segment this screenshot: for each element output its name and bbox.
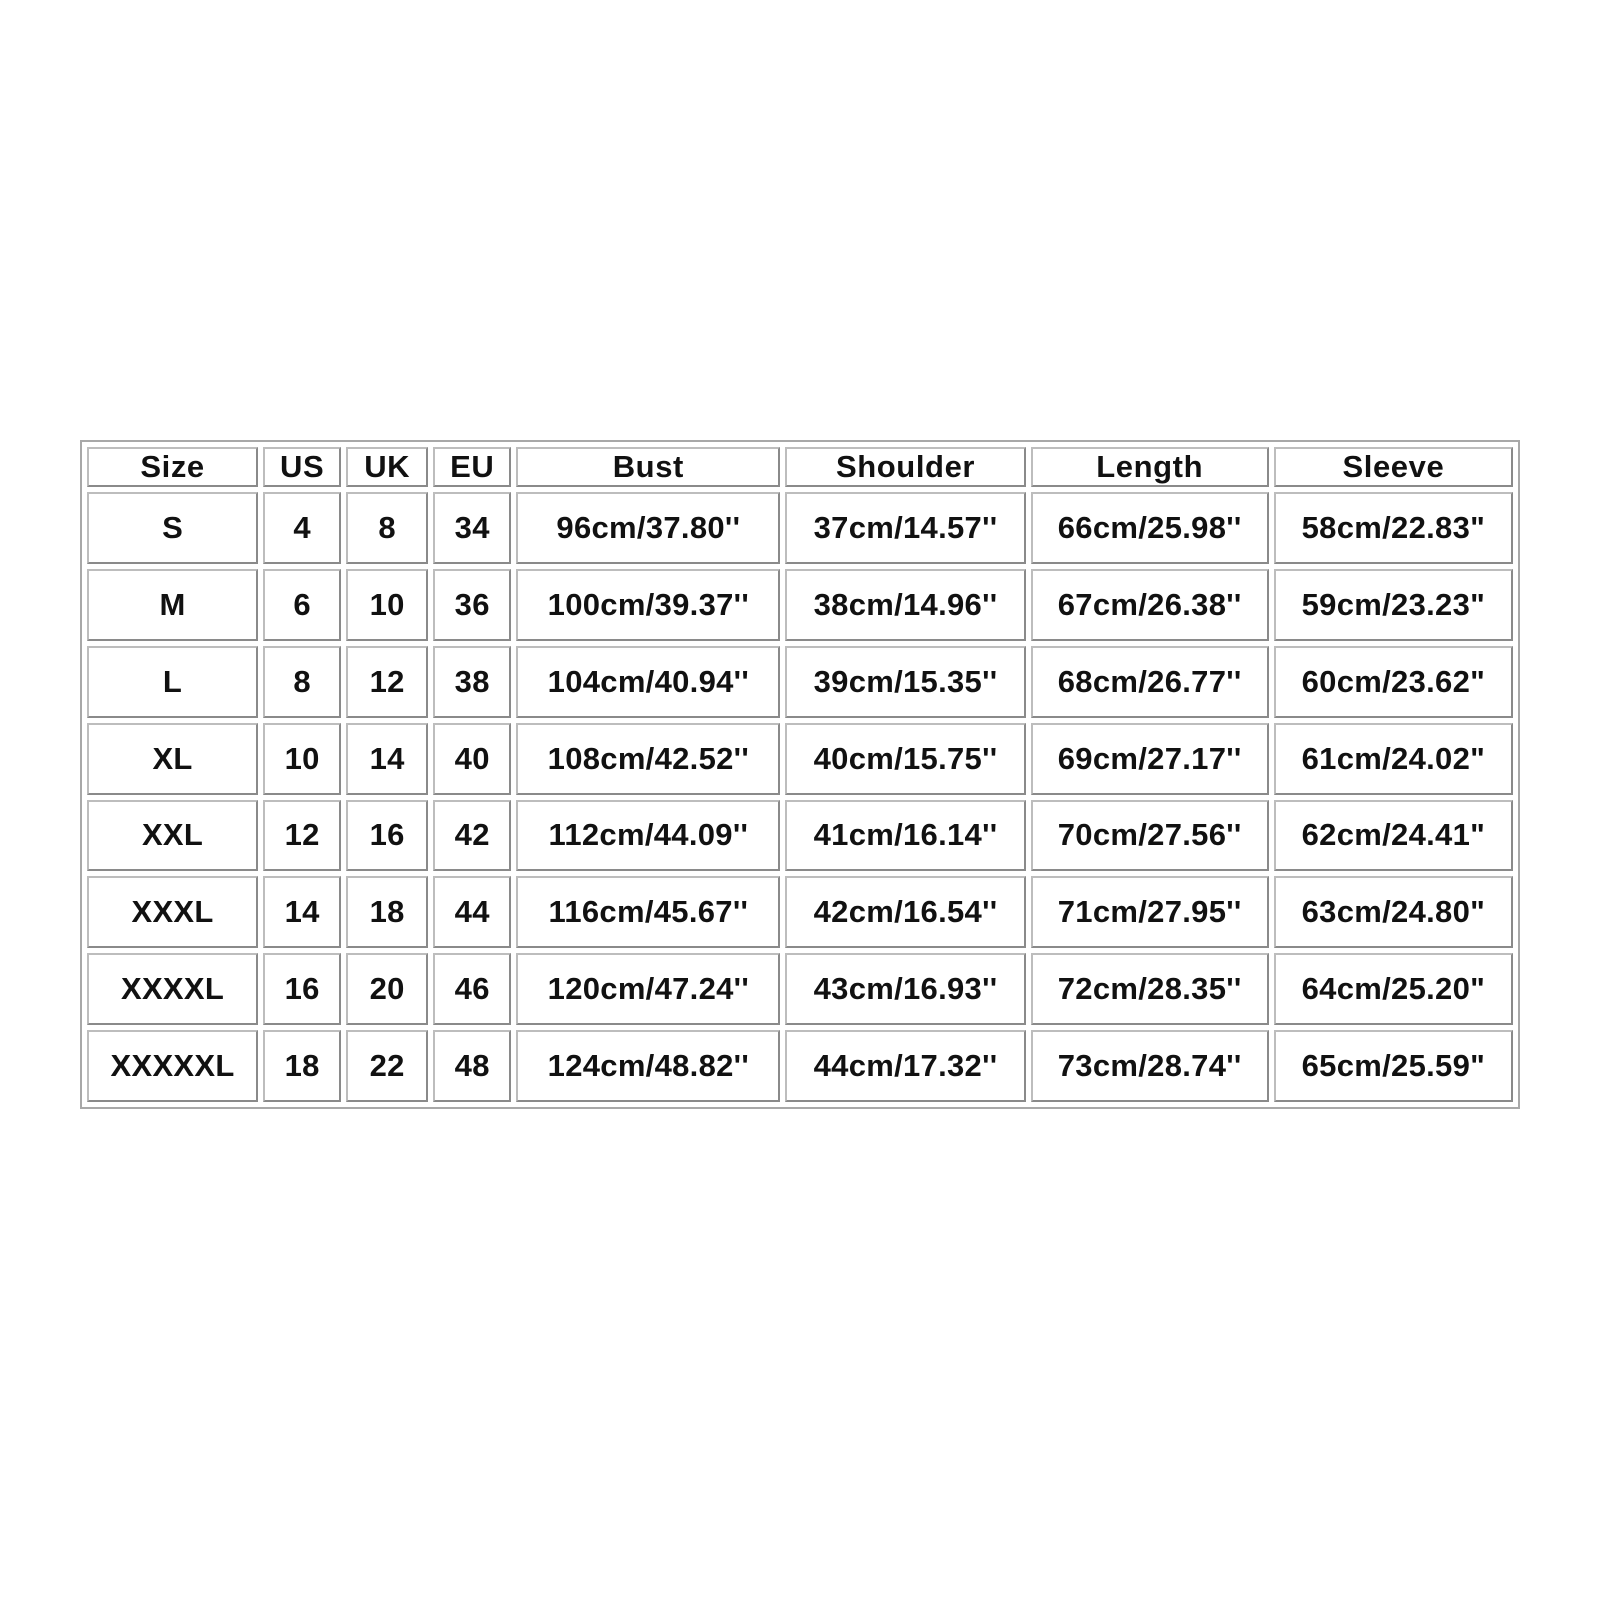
us-cell: 16 — [263, 953, 341, 1025]
size-chart — [80, 440, 1520, 1109]
bust-cell: 112cm/44.09'' — [516, 800, 780, 872]
column-header-bust: Bust — [516, 447, 780, 487]
size-cell: M — [87, 569, 258, 641]
length-cell: 68cm/26.77'' — [1031, 646, 1269, 718]
bust-cell: 116cm/45.67'' — [516, 876, 780, 948]
table-row — [87, 953, 1513, 1025]
size-cell: XL — [87, 723, 258, 795]
length-cell: 70cm/27.56'' — [1031, 800, 1269, 872]
size-cell: L — [87, 646, 258, 718]
us-cell: 12 — [263, 800, 341, 872]
us-cell: 18 — [263, 1030, 341, 1102]
shoulder-cell: 41cm/16.14'' — [785, 800, 1025, 872]
uk-cell: 8 — [346, 492, 428, 564]
table-row — [87, 876, 1513, 948]
length-cell: 72cm/28.35'' — [1031, 953, 1269, 1025]
table-row — [87, 569, 1513, 641]
column-header-length: Length — [1031, 447, 1269, 487]
size-cell: XXXXXL — [87, 1030, 258, 1102]
sleeve-cell: 58cm/22.83" — [1274, 492, 1513, 564]
shoulder-cell: 43cm/16.93'' — [785, 953, 1025, 1025]
shoulder-cell: 42cm/16.54'' — [785, 876, 1025, 948]
size-chart-table — [82, 442, 1518, 1107]
size-cell: XXL — [87, 800, 258, 872]
us-cell: 4 — [263, 492, 341, 564]
eu-cell: 40 — [433, 723, 511, 795]
column-header-us: US — [263, 447, 341, 487]
sleeve-cell: 62cm/24.41" — [1274, 800, 1513, 872]
column-header-size: Size — [87, 447, 258, 487]
column-header-eu: EU — [433, 447, 511, 487]
sleeve-cell: 64cm/25.20" — [1274, 953, 1513, 1025]
sleeve-cell: 63cm/24.80" — [1274, 876, 1513, 948]
length-cell: 66cm/25.98'' — [1031, 492, 1269, 564]
eu-cell: 48 — [433, 1030, 511, 1102]
sleeve-cell: 60cm/23.62" — [1274, 646, 1513, 718]
table-row — [87, 800, 1513, 872]
table-row — [87, 723, 1513, 795]
column-header-uk: UK — [346, 447, 428, 487]
uk-cell: 18 — [346, 876, 428, 948]
length-cell: 67cm/26.38'' — [1031, 569, 1269, 641]
bust-cell: 100cm/39.37'' — [516, 569, 780, 641]
sleeve-cell: 65cm/25.59" — [1274, 1030, 1513, 1102]
bust-cell: 124cm/48.82'' — [516, 1030, 780, 1102]
bust-cell: 108cm/42.52'' — [516, 723, 780, 795]
size-cell: S — [87, 492, 258, 564]
eu-cell: 42 — [433, 800, 511, 872]
column-header-sleeve: Sleeve — [1274, 447, 1513, 487]
us-cell: 8 — [263, 646, 341, 718]
uk-cell: 16 — [346, 800, 428, 872]
bust-cell: 96cm/37.80'' — [516, 492, 780, 564]
eu-cell: 34 — [433, 492, 511, 564]
length-cell: 69cm/27.17'' — [1031, 723, 1269, 795]
uk-cell: 20 — [346, 953, 428, 1025]
shoulder-cell: 37cm/14.57'' — [785, 492, 1025, 564]
shoulder-cell: 38cm/14.96'' — [785, 569, 1025, 641]
eu-cell: 46 — [433, 953, 511, 1025]
shoulder-cell: 40cm/15.75'' — [785, 723, 1025, 795]
bust-cell: 120cm/47.24'' — [516, 953, 780, 1025]
bust-cell: 104cm/40.94'' — [516, 646, 780, 718]
sleeve-cell: 59cm/23.23" — [1274, 569, 1513, 641]
us-cell: 14 — [263, 876, 341, 948]
header-row — [87, 447, 1513, 487]
column-header-shoulder: Shoulder — [785, 447, 1025, 487]
uk-cell: 22 — [346, 1030, 428, 1102]
length-cell: 73cm/28.74'' — [1031, 1030, 1269, 1102]
sleeve-cell: 61cm/24.02" — [1274, 723, 1513, 795]
length-cell: 71cm/27.95'' — [1031, 876, 1269, 948]
shoulder-cell: 39cm/15.35'' — [785, 646, 1025, 718]
shoulder-cell: 44cm/17.32'' — [785, 1030, 1025, 1102]
eu-cell: 36 — [433, 569, 511, 641]
table-row — [87, 492, 1513, 564]
us-cell: 10 — [263, 723, 341, 795]
eu-cell: 38 — [433, 646, 511, 718]
uk-cell: 12 — [346, 646, 428, 718]
us-cell: 6 — [263, 569, 341, 641]
table-row — [87, 646, 1513, 718]
eu-cell: 44 — [433, 876, 511, 948]
size-cell: XXXXL — [87, 953, 258, 1025]
uk-cell: 10 — [346, 569, 428, 641]
table-row — [87, 1030, 1513, 1102]
uk-cell: 14 — [346, 723, 428, 795]
size-cell: XXXL — [87, 876, 258, 948]
